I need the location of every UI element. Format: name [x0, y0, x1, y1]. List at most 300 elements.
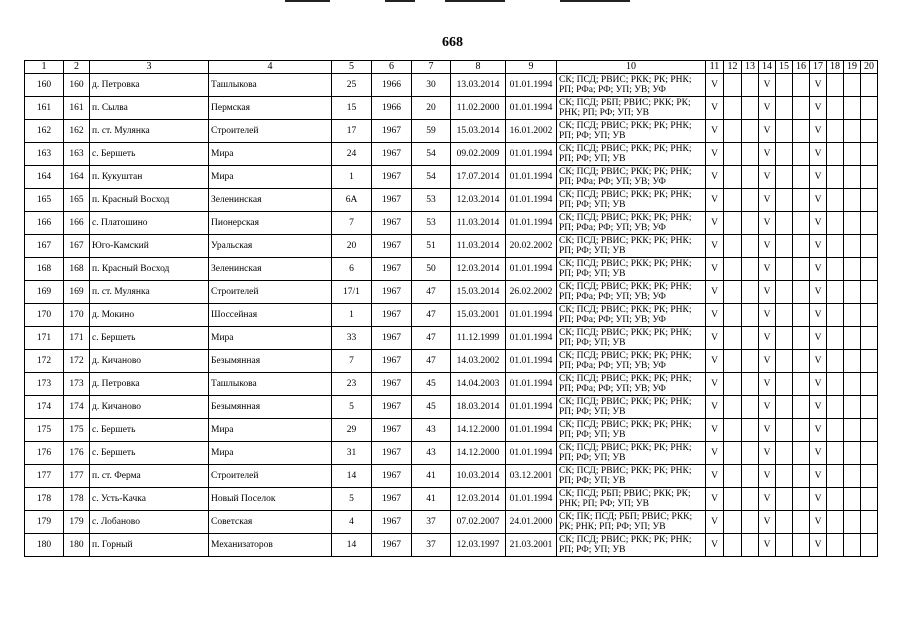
cell-col-12 — [724, 396, 742, 419]
cell-col-18 — [827, 97, 844, 120]
cell-col-19 — [844, 488, 861, 511]
cell-col-15 — [776, 281, 793, 304]
cell-col-8: 15.03.2014 — [451, 120, 506, 143]
cell-col-5: 1 — [332, 166, 372, 189]
cell-col-17: V — [810, 189, 827, 212]
cell-col-18 — [827, 120, 844, 143]
cell-col-14: V — [759, 212, 776, 235]
cell-col-6: 1967 — [372, 212, 412, 235]
cell-col-12 — [724, 166, 742, 189]
cell-col-6: 1967 — [372, 373, 412, 396]
cell-col-16 — [793, 534, 810, 557]
cell-col-1: 168 — [25, 258, 64, 281]
cell-col-13 — [742, 166, 759, 189]
cell-col-9: 26.02.2002 — [506, 281, 557, 304]
cell-col-13 — [742, 74, 759, 97]
cell-col-3: п. Кукуштан — [90, 166, 209, 189]
table-row — [25, 143, 878, 166]
cell-col-15 — [776, 396, 793, 419]
cell-col-12 — [724, 534, 742, 557]
cell-col-1: 176 — [25, 442, 64, 465]
cell-col-1: 178 — [25, 488, 64, 511]
cell-col-13 — [742, 143, 759, 166]
cell-col-19 — [844, 304, 861, 327]
cell-col-16 — [793, 166, 810, 189]
cell-col-19 — [844, 534, 861, 557]
register-table — [24, 60, 878, 557]
cell-col-7: 45 — [412, 373, 451, 396]
cell-col-4: Пермская — [209, 97, 332, 120]
cell-col-1: 163 — [25, 143, 64, 166]
column-header-14: 14 — [759, 61, 776, 74]
cell-col-20 — [861, 442, 878, 465]
cell-col-11: V — [706, 97, 724, 120]
cell-col-12 — [724, 465, 742, 488]
cell-col-7: 41 — [412, 488, 451, 511]
cell-col-8: 11.02.2000 — [451, 97, 506, 120]
cell-col-2: 162 — [64, 120, 90, 143]
cell-col-20 — [861, 488, 878, 511]
cell-col-1: 164 — [25, 166, 64, 189]
scan-edge-mark — [385, 0, 415, 2]
cell-col-4: Безымянная — [209, 350, 332, 373]
cell-col-1: 169 — [25, 281, 64, 304]
cell-col-7: 37 — [412, 511, 451, 534]
table-row — [25, 465, 878, 488]
cell-col-16 — [793, 143, 810, 166]
cell-col-2: 163 — [64, 143, 90, 166]
cell-col-14: V — [759, 373, 776, 396]
column-header-10: 10 — [557, 61, 706, 74]
cell-col-19 — [844, 373, 861, 396]
cell-col-18 — [827, 189, 844, 212]
table-row — [25, 189, 878, 212]
cell-col-2: 170 — [64, 304, 90, 327]
cell-col-17: V — [810, 534, 827, 557]
cell-col-16 — [793, 74, 810, 97]
column-header-9: 9 — [506, 61, 557, 74]
cell-col-20 — [861, 281, 878, 304]
cell-col-14: V — [759, 143, 776, 166]
cell-col-18 — [827, 258, 844, 281]
cell-col-20 — [861, 465, 878, 488]
cell-col-5: 24 — [332, 143, 372, 166]
cell-col-3: с. Бершеть — [90, 143, 209, 166]
cell-col-3: п. Красный Восход — [90, 189, 209, 212]
cell-col-1: 162 — [25, 120, 64, 143]
cell-col-3: п. Красный Восход — [90, 258, 209, 281]
cell-col-1: 180 — [25, 534, 64, 557]
cell-col-13 — [742, 304, 759, 327]
cell-col-13 — [742, 281, 759, 304]
cell-col-7: 43 — [412, 442, 451, 465]
cell-col-14: V — [759, 258, 776, 281]
cell-col-1: 177 — [25, 465, 64, 488]
cell-col-19 — [844, 212, 861, 235]
cell-col-9: 01.01.1994 — [506, 419, 557, 442]
cell-col-3: п. Горный — [90, 534, 209, 557]
cell-col-13 — [742, 442, 759, 465]
cell-col-13 — [742, 258, 759, 281]
cell-col-12 — [724, 281, 742, 304]
cell-col-12 — [724, 511, 742, 534]
cell-col-16 — [793, 189, 810, 212]
cell-col-2: 171 — [64, 327, 90, 350]
table-row — [25, 396, 878, 419]
cell-col-4: Мира — [209, 442, 332, 465]
cell-col-20 — [861, 396, 878, 419]
cell-col-14: V — [759, 304, 776, 327]
cell-col-17: V — [810, 74, 827, 97]
cell-col-15 — [776, 534, 793, 557]
cell-col-15 — [776, 120, 793, 143]
cell-col-6: 1967 — [372, 304, 412, 327]
cell-col-11: V — [706, 166, 724, 189]
cell-col-11: V — [706, 74, 724, 97]
cell-col-11: V — [706, 189, 724, 212]
cell-col-17: V — [810, 304, 827, 327]
cell-col-16 — [793, 350, 810, 373]
cell-col-2: 160 — [64, 74, 90, 97]
cell-col-19 — [844, 396, 861, 419]
cell-col-16 — [793, 258, 810, 281]
cell-col-12 — [724, 327, 742, 350]
cell-col-19 — [844, 281, 861, 304]
cell-col-6: 1967 — [372, 465, 412, 488]
cell-col-3: д. Кичаново — [90, 396, 209, 419]
cell-col-15 — [776, 488, 793, 511]
table-row — [25, 327, 878, 350]
cell-col-4: Ташлыкова — [209, 74, 332, 97]
cell-col-5: 33 — [332, 327, 372, 350]
cell-col-13 — [742, 373, 759, 396]
cell-col-14: V — [759, 534, 776, 557]
cell-col-6: 1967 — [372, 511, 412, 534]
cell-col-16 — [793, 419, 810, 442]
cell-col-11: V — [706, 327, 724, 350]
table-row — [25, 97, 878, 120]
cell-col-11: V — [706, 304, 724, 327]
cell-col-13 — [742, 212, 759, 235]
cell-col-18 — [827, 442, 844, 465]
cell-col-13 — [742, 120, 759, 143]
column-header-6: 6 — [372, 61, 412, 74]
cell-col-1: 173 — [25, 373, 64, 396]
cell-col-15 — [776, 258, 793, 281]
cell-col-6: 1967 — [372, 488, 412, 511]
cell-col-3: п. ст. Мулянка — [90, 120, 209, 143]
cell-col-11: V — [706, 511, 724, 534]
cell-col-12 — [724, 120, 742, 143]
cell-col-20 — [861, 97, 878, 120]
cell-col-4: Строителей — [209, 465, 332, 488]
cell-col-12 — [724, 97, 742, 120]
cell-col-9: 01.01.1994 — [506, 488, 557, 511]
cell-col-20 — [861, 511, 878, 534]
cell-col-15 — [776, 350, 793, 373]
cell-col-14: V — [759, 442, 776, 465]
cell-col-17: V — [810, 396, 827, 419]
cell-col-13 — [742, 511, 759, 534]
cell-col-10: СК; ПСД; РВИС; РКК; РК; РНК; РП; РФ; УП; УВ — [557, 442, 706, 465]
cell-col-5: 29 — [332, 419, 372, 442]
cell-col-12 — [724, 373, 742, 396]
cell-col-9: 01.01.1994 — [506, 166, 557, 189]
cell-col-3: п. ст. Ферма — [90, 465, 209, 488]
cell-col-19 — [844, 258, 861, 281]
column-header-5: 5 — [332, 61, 372, 74]
cell-col-7: 47 — [412, 304, 451, 327]
cell-col-9: 16.01.2002 — [506, 120, 557, 143]
cell-col-15 — [776, 511, 793, 534]
cell-col-6: 1967 — [372, 419, 412, 442]
cell-col-17: V — [810, 97, 827, 120]
cell-col-2: 176 — [64, 442, 90, 465]
cell-col-9: 01.01.1994 — [506, 442, 557, 465]
cell-col-16 — [793, 442, 810, 465]
cell-col-8: 11.12.1999 — [451, 327, 506, 350]
cell-col-17: V — [810, 419, 827, 442]
cell-col-3: д. Петровка — [90, 74, 209, 97]
cell-col-7: 43 — [412, 419, 451, 442]
cell-col-8: 14.03.2002 — [451, 350, 506, 373]
cell-col-7: 54 — [412, 143, 451, 166]
cell-col-20 — [861, 419, 878, 442]
cell-col-16 — [793, 327, 810, 350]
cell-col-11: V — [706, 396, 724, 419]
cell-col-9: 01.01.1994 — [506, 327, 557, 350]
cell-col-3: с. Бершеть — [90, 442, 209, 465]
cell-col-10: СК; ПК; ПСД; РБП; РВИС; РКК; РК; РНК; РП; РФ; УП; УВ — [557, 511, 706, 534]
cell-col-7: 54 — [412, 166, 451, 189]
cell-col-18 — [827, 419, 844, 442]
cell-col-5: 25 — [332, 74, 372, 97]
cell-col-1: 175 — [25, 419, 64, 442]
cell-col-8: 17.07.2014 — [451, 166, 506, 189]
cell-col-3: д. Мокино — [90, 304, 209, 327]
cell-col-17: V — [810, 235, 827, 258]
column-header-17: 17 — [810, 61, 827, 74]
cell-col-4: Уральская — [209, 235, 332, 258]
cell-col-15 — [776, 166, 793, 189]
cell-col-19 — [844, 442, 861, 465]
cell-col-14: V — [759, 350, 776, 373]
cell-col-20 — [861, 74, 878, 97]
cell-col-11: V — [706, 212, 724, 235]
cell-col-12 — [724, 189, 742, 212]
cell-col-16 — [793, 120, 810, 143]
cell-col-19 — [844, 235, 861, 258]
cell-col-1: 160 — [25, 74, 64, 97]
page-number: 668 — [442, 35, 463, 50]
cell-col-6: 1967 — [372, 166, 412, 189]
cell-col-3: д. Петровка — [90, 373, 209, 396]
cell-col-3: п. ст. Мулянка — [90, 281, 209, 304]
cell-col-2: 167 — [64, 235, 90, 258]
cell-col-11: V — [706, 120, 724, 143]
cell-col-18 — [827, 74, 844, 97]
cell-col-7: 47 — [412, 350, 451, 373]
cell-col-8: 14.12.2000 — [451, 419, 506, 442]
cell-col-14: V — [759, 235, 776, 258]
cell-col-13 — [742, 235, 759, 258]
cell-col-3: п. Сылва — [90, 97, 209, 120]
cell-col-2: 175 — [64, 419, 90, 442]
cell-col-12 — [724, 74, 742, 97]
cell-col-11: V — [706, 442, 724, 465]
cell-col-11: V — [706, 281, 724, 304]
cell-col-14: V — [759, 327, 776, 350]
cell-col-17: V — [810, 258, 827, 281]
cell-col-6: 1967 — [372, 327, 412, 350]
cell-col-2: 165 — [64, 189, 90, 212]
cell-col-6: 1967 — [372, 189, 412, 212]
cell-col-13 — [742, 327, 759, 350]
cell-col-2: 179 — [64, 511, 90, 534]
cell-col-14: V — [759, 465, 776, 488]
column-header-3: 3 — [90, 61, 209, 74]
cell-col-19 — [844, 511, 861, 534]
cell-col-16 — [793, 396, 810, 419]
cell-col-10: СК; ПСД; РВИС; РКК; РК; РНК; РП; РФ; УП; УВ — [557, 419, 706, 442]
cell-col-4: Механизаторов — [209, 534, 332, 557]
cell-col-5: 17/1 — [332, 281, 372, 304]
cell-col-14: V — [759, 74, 776, 97]
cell-col-13 — [742, 350, 759, 373]
table-row — [25, 488, 878, 511]
table-row — [25, 120, 878, 143]
cell-col-15 — [776, 74, 793, 97]
table-row — [25, 373, 878, 396]
cell-col-4: Шоссейная — [209, 304, 332, 327]
cell-col-8: 13.03.2014 — [451, 74, 506, 97]
column-header-19: 19 — [844, 61, 861, 74]
cell-col-11: V — [706, 488, 724, 511]
cell-col-8: 09.02.2009 — [451, 143, 506, 166]
cell-col-6: 1967 — [372, 534, 412, 557]
cell-col-18 — [827, 327, 844, 350]
table-row — [25, 166, 878, 189]
scan-edge-mark — [560, 0, 630, 2]
cell-col-15 — [776, 97, 793, 120]
cell-col-10: СК; ПСД; РВИС; РКК; РК; РНК; РП; РФ; УП; УВ — [557, 235, 706, 258]
cell-col-11: V — [706, 373, 724, 396]
cell-col-12 — [724, 442, 742, 465]
cell-col-2: 174 — [64, 396, 90, 419]
cell-col-6: 1966 — [372, 74, 412, 97]
cell-col-10: СК; ПСД; РВИС; РКК; РК; РНК; РП; РФ; УП; УВ — [557, 120, 706, 143]
cell-col-6: 1967 — [372, 120, 412, 143]
cell-col-16 — [793, 235, 810, 258]
table-row — [25, 74, 878, 97]
cell-col-20 — [861, 120, 878, 143]
cell-col-2: 169 — [64, 281, 90, 304]
cell-col-17: V — [810, 212, 827, 235]
cell-col-9: 01.01.1994 — [506, 97, 557, 120]
cell-col-5: 6 — [332, 258, 372, 281]
cell-col-4: Мира — [209, 143, 332, 166]
cell-col-5: 7 — [332, 212, 372, 235]
cell-col-18 — [827, 465, 844, 488]
cell-col-17: V — [810, 143, 827, 166]
column-header-7: 7 — [412, 61, 451, 74]
cell-col-19 — [844, 350, 861, 373]
cell-col-8: 07.02.2007 — [451, 511, 506, 534]
cell-col-18 — [827, 488, 844, 511]
cell-col-2: 172 — [64, 350, 90, 373]
cell-col-4: Зеленинская — [209, 189, 332, 212]
cell-col-7: 47 — [412, 327, 451, 350]
cell-col-8: 14.04.2003 — [451, 373, 506, 396]
cell-col-10: СК; ПСД; РВИС; РКК; РК; РНК; РП; РФ; УП; УВ — [557, 189, 706, 212]
cell-col-19 — [844, 97, 861, 120]
cell-col-17: V — [810, 327, 827, 350]
cell-col-4: Мира — [209, 327, 332, 350]
cell-col-3: Юго-Камский — [90, 235, 209, 258]
cell-col-20 — [861, 304, 878, 327]
cell-col-8: 12.03.2014 — [451, 488, 506, 511]
cell-col-1: 170 — [25, 304, 64, 327]
cell-col-18 — [827, 511, 844, 534]
cell-col-12 — [724, 212, 742, 235]
cell-col-20 — [861, 258, 878, 281]
cell-col-2: 180 — [64, 534, 90, 557]
cell-col-18 — [827, 143, 844, 166]
cell-col-13 — [742, 97, 759, 120]
cell-col-15 — [776, 419, 793, 442]
cell-col-15 — [776, 143, 793, 166]
cell-col-9: 01.01.1994 — [506, 373, 557, 396]
cell-col-5: 31 — [332, 442, 372, 465]
cell-col-3: д. Кичаново — [90, 350, 209, 373]
cell-col-8: 15.03.2001 — [451, 304, 506, 327]
cell-col-11: V — [706, 350, 724, 373]
cell-col-9: 21.03.2001 — [506, 534, 557, 557]
cell-col-12 — [724, 419, 742, 442]
cell-col-17: V — [810, 465, 827, 488]
cell-col-5: 6А — [332, 189, 372, 212]
cell-col-10: СК; ПСД; РВИС; РКК; РК; РНК; РП; РФа; РФ; УП; УВ; УФ — [557, 373, 706, 396]
table-row — [25, 442, 878, 465]
cell-col-20 — [861, 534, 878, 557]
cell-col-2: 164 — [64, 166, 90, 189]
cell-col-7: 53 — [412, 189, 451, 212]
cell-col-9: 01.01.1994 — [506, 74, 557, 97]
cell-col-17: V — [810, 488, 827, 511]
column-header-1: 1 — [25, 61, 64, 74]
cell-col-11: V — [706, 143, 724, 166]
cell-col-3: с. Лобаново — [90, 511, 209, 534]
cell-col-4: Ташлыкова — [209, 373, 332, 396]
table-row — [25, 235, 878, 258]
cell-col-19 — [844, 120, 861, 143]
cell-col-20 — [861, 373, 878, 396]
cell-col-15 — [776, 304, 793, 327]
cell-col-4: Советская — [209, 511, 332, 534]
table-row — [25, 534, 878, 557]
cell-col-1: 171 — [25, 327, 64, 350]
cell-col-5: 14 — [332, 465, 372, 488]
cell-col-1: 166 — [25, 212, 64, 235]
cell-col-17: V — [810, 120, 827, 143]
cell-col-10: СК; ПСД; РВИС; РКК; РК; РНК; РП; РФ; УП; УВ — [557, 258, 706, 281]
cell-col-1: 174 — [25, 396, 64, 419]
cell-col-19 — [844, 419, 861, 442]
cell-col-13 — [742, 465, 759, 488]
cell-col-17: V — [810, 350, 827, 373]
cell-col-16 — [793, 465, 810, 488]
cell-col-18 — [827, 350, 844, 373]
